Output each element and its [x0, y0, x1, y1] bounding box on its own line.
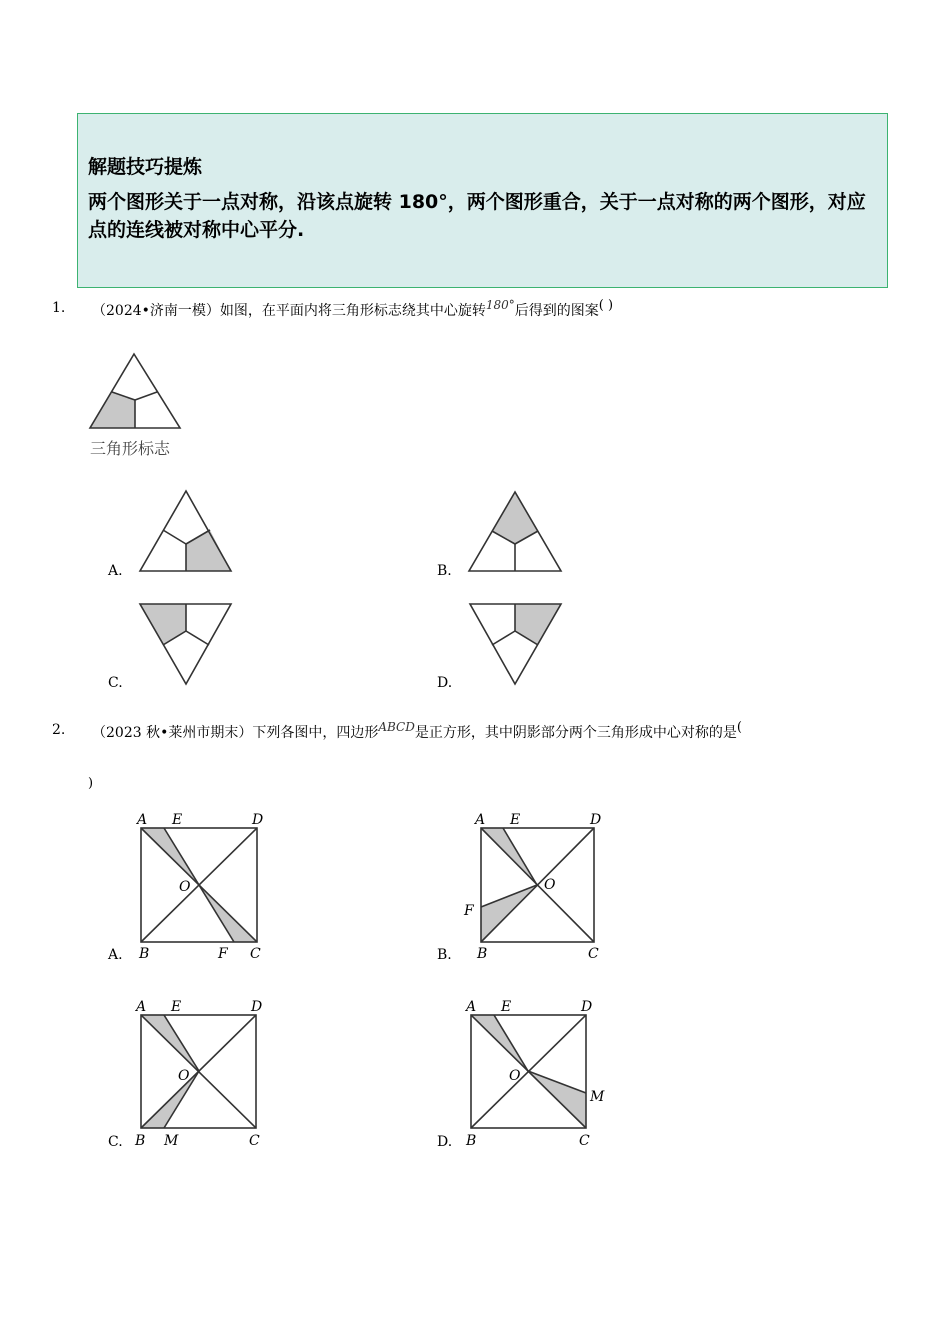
q2-text-after: 是正方形，其中阴影部分两个三角形成中心对称的是 [414, 725, 737, 741]
fig-c-label-D: D [251, 999, 263, 1015]
q1-option-c-label[interactable]: C. [108, 675, 123, 691]
fig-a-label-A: A [137, 812, 148, 828]
q1-option-b-label[interactable]: B. [437, 563, 452, 579]
q1-option-d-label[interactable]: D. [437, 675, 453, 691]
fig-b-label-E: E [510, 812, 521, 828]
fig-d-label-B: B [466, 1133, 477, 1149]
fig-c-label-B: B [135, 1133, 146, 1149]
fig-d-label-E: E [501, 999, 512, 1015]
q2-option-b-figure[interactable] [463, 812, 601, 962]
q2-option-d-figure[interactable] [464, 999, 605, 1149]
fig-a-label-E: E [172, 812, 183, 828]
fig-b-label-O: O [544, 877, 556, 893]
q1-math: 180° [485, 298, 515, 312]
fig-b-label-A: A [475, 812, 486, 828]
fig-a-label-D: D [252, 812, 264, 828]
fig-c-label-O: O [178, 1068, 190, 1084]
fig-b-label-F: F [464, 903, 474, 919]
fig-d-label-M: M [590, 1089, 605, 1105]
q2-paren-close: ) [88, 776, 94, 791]
q1-text-before: （2024•济南一模）如图，在平面内将三角形标志绕其中心旋转 [92, 303, 486, 319]
q2-option-a-figure[interactable] [135, 812, 263, 962]
fig-a-label-O: O [179, 879, 191, 895]
fig-d-label-A: A [466, 999, 477, 1015]
fig-d-label-D: D [581, 999, 593, 1015]
fig-c-label-A: A [136, 999, 147, 1015]
tips-body: 两个图形关于一点对称，沿该点旋转 180°，两个图形重合，关于一点对称的两个图形，对应点的连线被对称中心平分. [88, 191, 866, 241]
fig-a-label-C: C [250, 946, 261, 962]
fig-b-label-B: B [477, 946, 488, 962]
fig-a-label-B: B [139, 946, 150, 962]
fig-a-label-F: F [218, 946, 228, 962]
q1-number: 1. [52, 300, 66, 316]
fig-c-label-M: M [164, 1133, 179, 1149]
q2-option-c-figure[interactable] [134, 999, 262, 1149]
q2-math: ABCD [378, 720, 415, 734]
fig-b-label-D: D [590, 812, 602, 828]
q1-option-a-label[interactable]: A. [108, 563, 123, 579]
fig-c-label-C: C [249, 1133, 260, 1149]
q2-option-b-label[interactable]: B. [437, 947, 452, 963]
q2-text-before: （2023 秋•莱州市期末）下列各图中，四边形 [92, 725, 379, 741]
q1-answer-paren: ( ) [598, 298, 614, 313]
q2-paren-open: ( [736, 720, 742, 735]
tips-title: 解题技巧提炼 [88, 156, 203, 178]
fig-d-label-C: C [579, 1133, 590, 1149]
q2-option-d-label[interactable]: D. [437, 1134, 453, 1150]
logo-caption: 三角形标志 [90, 439, 171, 458]
fig-d-label-O: O [509, 1068, 521, 1084]
fig-b-label-C: C [588, 946, 599, 962]
q2-option-a-label[interactable]: A. [108, 947, 123, 963]
q1-text-after: 后得到的图案 [514, 303, 599, 319]
q2-number: 2. [52, 722, 66, 738]
q2-option-c-label[interactable]: C. [108, 1134, 123, 1150]
fig-c-label-E: E [171, 999, 182, 1015]
